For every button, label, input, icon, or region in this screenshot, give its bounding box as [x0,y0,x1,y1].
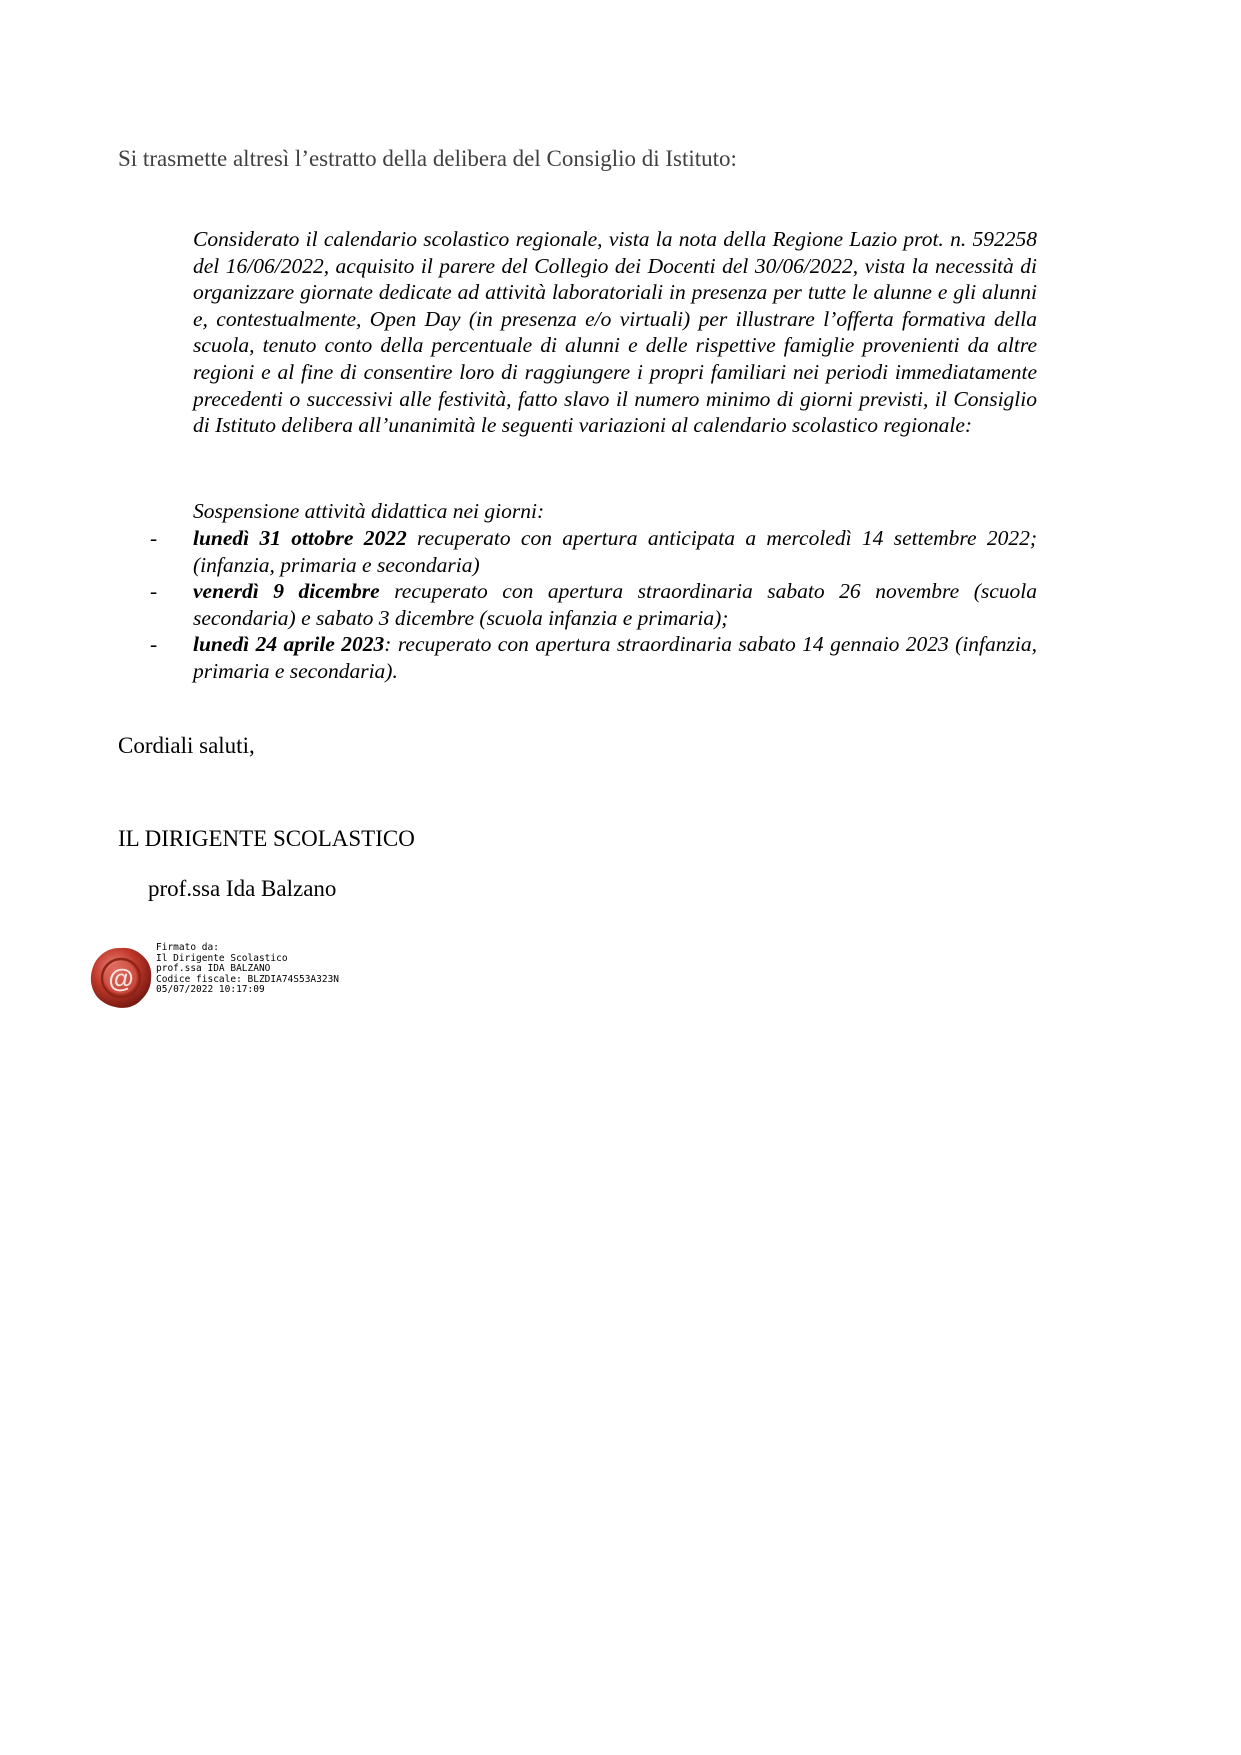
signer-role: IL DIRIGENTE SCOLASTICO [118,826,415,851]
signature-line: Firmato da: [156,942,219,953]
list-dash: - [150,526,158,550]
signer-name: prof.ssa Ida Balzano [148,876,337,901]
signature-line: Codice fiscale: BLZDIA74S53A323N [156,973,340,985]
suspension-item [150,578,1037,631]
signature-line: prof.ssa IDA BALZANO [156,963,271,974]
closing-greeting: Cordiali saluti, [118,733,255,758]
suspension-text: recuperato con apertura anticipata a mercoledì 14 settembre 2022; (infanzia, primaria e secondaria) [193,526,1038,577]
suspension-item [150,525,1037,578]
suspension-text: recuperato con apertura straordinaria sabato 26 novembre (scuola secondaria) e sabato 3 dicembre (scuola infanzia e primaria); [193,579,1037,630]
seal-glyph: @ [108,963,134,993]
list-dash: - [150,579,158,604]
intro-paragraph: Si trasmette altresì l’estratto della delibera del Consiglio di Istituto: [118,146,737,171]
deliberation-excerpt: Considerato il calendario scolastico regionale, vista la nota della Regione Lazio prot. n. 592258 del 16/06/2022, acquisito il parere del Collegio dei Docenti del 30/06/2022, vista la necessità di organizzare giornate dedicate ad attività laboratoriali in presenza per tutte le alunne e gli alunni e, contestualmente, Open Day (in presenza e/o virtuali) per illustrare l’offerta formativa della scuola, tenuto conto della percentuale di alunni e delle rispettive famiglie provenienti da altre regioni e al fine di consentire loro di raggiungere i propri familiari nei periodi immediatamente precedenti o successivi alle festività, fatto slavo il numero minimo di giorni previsti, il Consiglio di Istituto delibera all’unanimità le seguenti variazioni al calendario scolastico regionale: [193,227,1037,438]
suspension-date: lunedì 31 ottobre 2022 [193,526,407,550]
signature-line: Il Dirigente Scolastico [156,952,288,964]
suspension-text: : recuperato con apertura straordinaria sabato 14 gennaio 2023 (infanzia, primaria e secondaria). [193,632,1038,683]
suspension-list [150,525,1037,685]
signature-line: 05/07/2022 10:17:09 [156,984,265,995]
suspension-date: venerdì 9 dicembre [193,579,380,604]
list-dash: - [150,632,158,657]
suspension-date: lunedì 24 aprile 2023 [193,632,385,657]
wax-seal-icon [88,945,154,1011]
digital-signature-block [156,943,339,996]
suspension-item [150,631,1037,684]
suspension-title: Sospensione attività didattica nei giorni: [193,499,545,523]
